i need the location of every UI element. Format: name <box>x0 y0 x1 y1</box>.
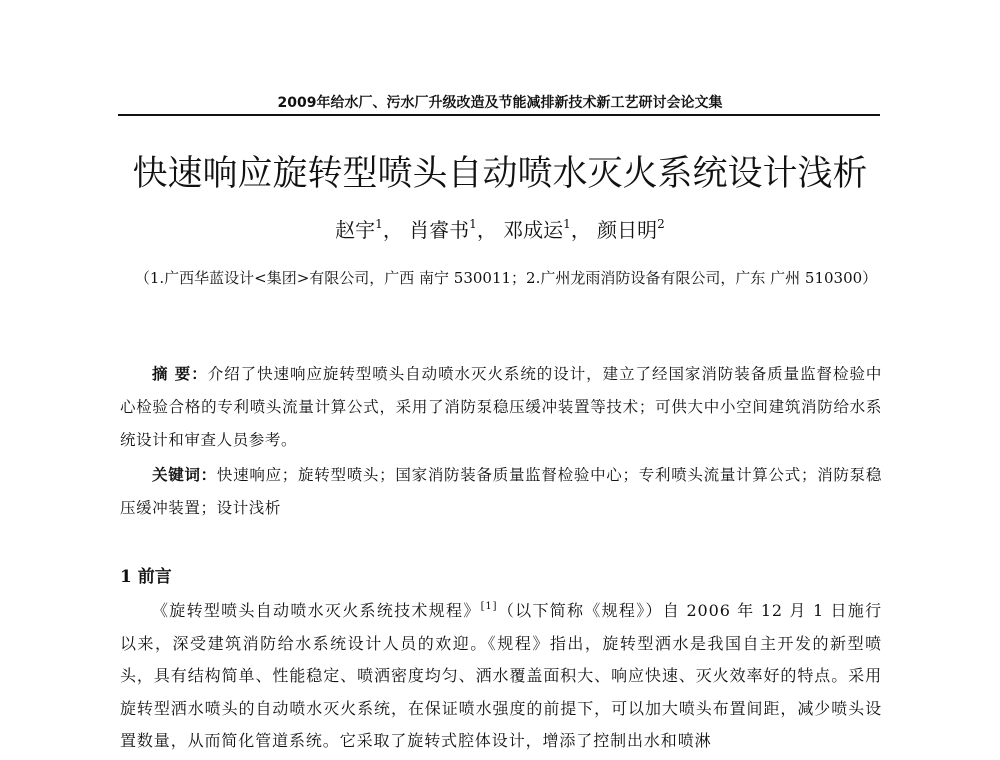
citation-mark: [1] <box>480 601 498 612</box>
author-separator: ， <box>570 218 591 242</box>
author-name: 邓成运 <box>503 218 564 242</box>
author-affiliation-mark: 1 <box>563 217 571 231</box>
author-list <box>150 214 850 243</box>
author-affiliation-mark: 2 <box>657 217 665 231</box>
author-separator: ， <box>382 218 403 242</box>
author-name: 肖睿书 <box>409 218 470 242</box>
paragraph-start: 《旋转型喷头自动喷水灭火系统技术规程》 <box>152 601 481 620</box>
abstract-label: 摘 要： <box>152 365 208 383</box>
abstract-text: 介绍了快速响应旋转型喷头自动喷水灭火系统的设计，建立了经国家消防装备质量监督检验中心检验合格的专利喷头流量计算公式，采用了消防泵稳压缓冲装置等技术；可供大中小空间建筑消防给水系统设计和审查人员参考。 <box>120 365 882 449</box>
author-separator: ， <box>476 218 497 242</box>
body-paragraph <box>120 591 882 758</box>
running-head: 2009年给水厂、污水厂升级改造及节能减排新技术新工艺研讨会论文集 <box>277 95 723 111</box>
author-affiliation-mark: 1 <box>469 217 477 231</box>
paper-title: 快速响应旋转型喷头自动喷水灭火系统设计浅析 <box>132 154 868 194</box>
affiliation: （1.广西华蓝设计<集团>有限公司，广西 南宁 530011；2.广州龙雨消防设备有限公司，广东 广州 510300） <box>134 269 878 287</box>
keywords-label: 关键词： <box>152 466 217 484</box>
author-name: 颜日明 <box>597 218 658 242</box>
author-affiliation-mark: 1 <box>375 217 383 231</box>
abstract <box>120 358 882 457</box>
author-name: 赵宇 <box>335 218 376 242</box>
header-rule <box>118 114 880 116</box>
keywords-text: 快速响应；旋转型喷头；国家消防装备质量监督检验中心；专利喷头流量计算公式；消防泵稳压缓冲装置；设计浅析 <box>120 466 882 517</box>
paragraph-rest: （以下简称《规程》）自 2006 年 12 月 1 日施行以来，深受建筑消防给水系统设计人员的欢迎。《规程》指出，旋转型洒水是我国自主开发的新型喷头，具有结构简单、性能稳定、喷洒密度均匀、洒水覆盖面积大、响应快速、灭火效率好的特点。采用旋转型洒水喷头的自动喷水灭火系统，在保证喷水强度的前提下，可以加大喷头布置间距，减少喷头设置数量，从而简化管道系统。它采取了旋转式腔体设计，增添了控制出水和喷淋 <box>120 601 883 750</box>
section-heading: 1 前言 <box>120 567 172 587</box>
keywords <box>120 459 882 525</box>
